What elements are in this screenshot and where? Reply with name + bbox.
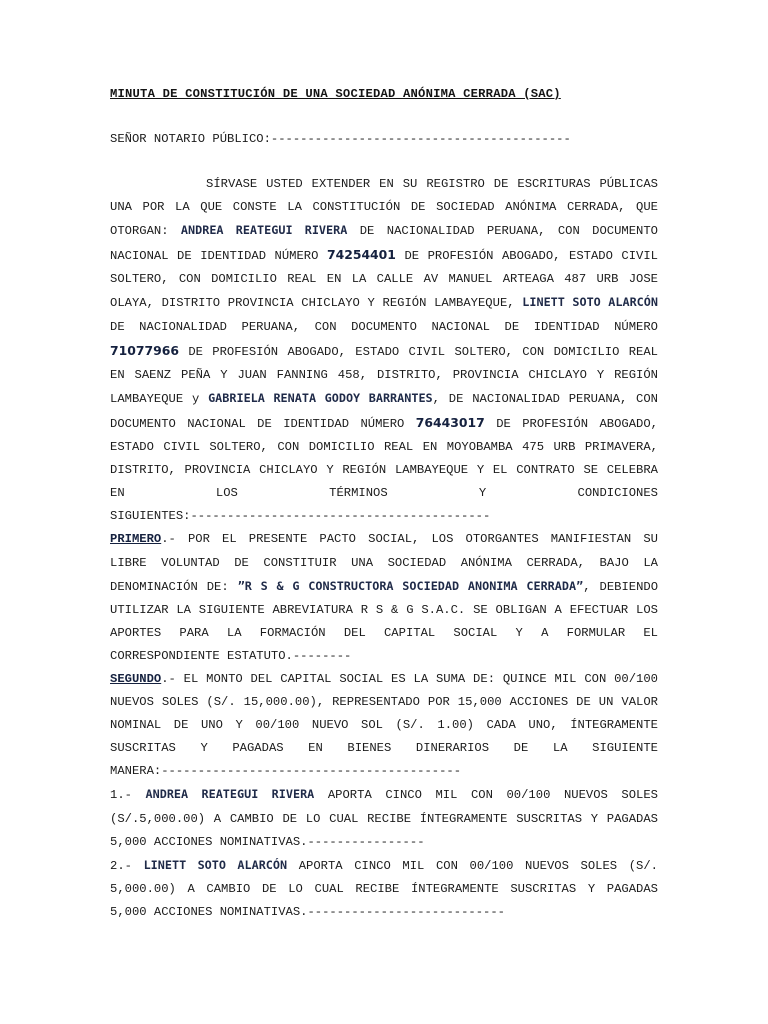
- clause-text: .- EL MONTO DEL CAPITAL SOCIAL ES LA SUMA DE: QUINCE MIL CON 00/100 NUEVOS SOLES (S/. 15,000.00), REPRESENTADO POR 15,000 ACCIONES DE UN VALOR NOMINAL DE UNO Y 00/100 NUEVO SOL (S/. 1.00) CADA UNO, ÍNTEGRAMENTE SUSCRITAS Y PAGADAS EN BIENES DINERARIOS DE LA SIGUIENTE MANERA:: [110, 671, 658, 779]
- item-text: APORTA CINCO MIL CON 00/100 NUEVOS SOLES (S/.5,000.00) A CAMBIO DE LO CUAL RECIBE ÍNTEGRAMENTE SUSCRITAS Y PAGADAS 5,000 ACCIONES NOMINATIVAS.: [110, 788, 658, 849]
- clause-label-primero: PRIMERO: [110, 532, 162, 547]
- intro-text: DE PROFESIÓN ABOGADO, ESTADO CIVIL SOLTERO, CON DOMICILIO REAL EN LA CALLE AV MANUEL ARTEAGA 487 URB JOSE OLAYA, DISTRITO PROVINCIA CHICLAYO Y REGIÓN LAMBAYEQUE,: [110, 249, 658, 311]
- dash-filler: -----------------------------------------: [190, 509, 491, 524]
- document-title: MINUTA DE CONSTITUCIÓN DE UNA SOCIEDAD ANÓNIMA CERRADA (SAC): [110, 87, 561, 101]
- item-name-1: ANDREA REATEGUI RIVERA: [145, 787, 315, 802]
- dni-number-1: 74254401: [326, 247, 396, 263]
- document-body: [110, 85, 658, 924]
- intro-text: DE PROFESIÓN ABOGADO, ESTADO CIVIL SOLTERO, CON DOMICILIO REAL EN MOYOBAMBA 475 URB PRIMAVERA, DISTRITO, PROVINCIA CHICLAYO Y REGIÓN LAMBAYEQUE Y EL CONTRATO SE CELEBRA EN LOS TÉRMINOS Y CONDICIONES SIGUIENTES:: [110, 416, 658, 524]
- item-text: APORTA CINCO MIL CON 00/100 NUEVOS SOLES (S/. 5,000.00) A CAMBIO DE LO CUAL RECIBE ÍNTEGRAMENTE SUSCRITAS Y PAGADAS 5,000 ACCIONES NOMINATIVAS.: [110, 858, 658, 919]
- dash-filler: --------: [292, 648, 352, 663]
- dash-filler: -----------------------------------------: [161, 764, 462, 779]
- item-number-2: 2.-: [110, 858, 144, 873]
- intro-text: DE PROFESIÓN ABOGADO, ESTADO CIVIL SOLTERO, CON DOMICILIO REAL EN SAENZ PEÑA Y JUAN FANNING 458, DISTRITO, PROVINCIA CHICLAYO Y REGIÓN LAMBAYEQUE: [110, 344, 658, 406]
- conjunction-y: y: [191, 391, 200, 406]
- company-name: ”R S & G CONSTRUCTORA SOCIEDAD ANONIMA CERRADA”: [237, 578, 584, 593]
- intro-text: DE NACIONALIDAD PERUANA, CON DOCUMENTO NACIONAL DE IDENTIDAD NÚMERO: [110, 224, 658, 264]
- clause-text: .- POR EL PRESENTE PACTO SOCIAL, LOS OTORGANTES MANIFIESTAN SU LIBRE VOLUNTAD DE CONSTITUIR UNA SOCIEDAD ANÓNIMA CERRADA, BAJO LA DENOMINACIÓN DE:: [110, 532, 658, 594]
- clause-label-segundo: SEGUNDO: [110, 671, 162, 686]
- dni-number-3: 76443017: [415, 414, 485, 430]
- intro-paragraph: [110, 173, 658, 924]
- dash-filler: ---------------------------: [307, 904, 505, 919]
- intro-text: DE NACIONALIDAD PERUANA, CON DOCUMENTO NACIONAL DE IDENTIDAD NÚMERO: [110, 319, 658, 334]
- intro-text: [199, 392, 208, 406]
- dni-number-2: 71077966: [110, 342, 179, 358]
- intro-text: , DE NACIONALIDAD PERUANA, CON DOCUMENTO NACIONAL DE IDENTIDAD NÚMERO: [110, 391, 658, 431]
- item-name-2: LINETT SOTO ALARCÓN: [143, 857, 288, 872]
- intro-text: SÍRVASE USTED EXTENDER EN SU REGISTRO DE ESCRITURAS PÚBLICAS UNA POR LA QUE CONSTE LA CONSTITUCIÓN DE SOCIEDAD ANÓNIMA CERRADA, QUE OTORGAN:: [110, 177, 658, 239]
- grantor-name-3: GABRIELA RENATA GODOY BARRANTES: [208, 390, 433, 405]
- grantor-name-2: LINETT SOTO ALARCÓN: [522, 295, 658, 310]
- grantor-name-1: ANDREA REATEGUI RIVERA: [180, 223, 348, 238]
- salutation: SEÑOR NOTARIO PÚBLICO:-----------------------------------------: [110, 132, 571, 146]
- clause-text: , DEBIENDO UTILIZAR LA SIGUIENTE ABREVIATURA R S & G S.A.C. SE OBLIGAN A EFECTUAR LOS APORTES PARA LA FORMACIÓN DEL CAPITAL SOCIAL Y A FORMULAR EL CORRESPONDIENTE ESTATUTO.: [110, 579, 659, 663]
- item-number-1: 1.-: [110, 788, 146, 803]
- dash-filler: ----------------: [307, 834, 425, 849]
